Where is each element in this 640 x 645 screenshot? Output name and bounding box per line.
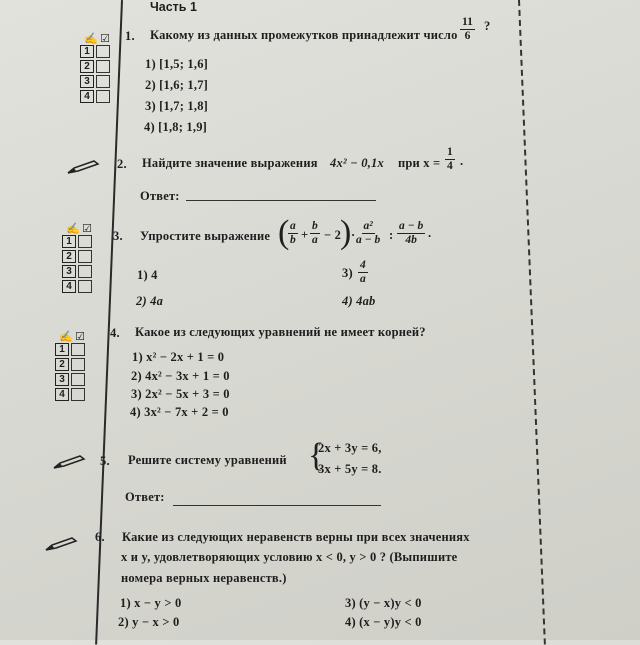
q6-option: 4) (x − y)y < 0: [345, 615, 422, 629]
q6-option: 3) (y − x)y < 0: [345, 596, 422, 610]
q6-number: 6.: [95, 530, 105, 544]
q1-text: Какому из данных промежутков принадлежит число: [150, 28, 458, 42]
answer-box[interactable]: [78, 250, 92, 263]
answer-box[interactable]: [71, 388, 85, 401]
answer-box[interactable]: [71, 343, 85, 356]
q5-equation-2: 3x + 5y = 8.: [318, 462, 382, 476]
paren-close: ): [340, 214, 352, 251]
q3-option-label: 3): [342, 266, 353, 280]
q4-option: 2) 4x² − 3x + 1 = 0: [131, 369, 230, 383]
q1-number: 1.: [125, 29, 135, 43]
pencil-icon: [66, 160, 100, 174]
denominator: b: [290, 234, 296, 246]
box-label: 3: [80, 75, 94, 88]
answer-box[interactable]: [71, 373, 85, 386]
checkmark-icon: ☑: [82, 223, 92, 235]
q4-option: 3) 2x² − 5x + 3 = 0: [131, 387, 230, 401]
box-label: 3: [62, 265, 76, 278]
answer-checkboxes-q4: [55, 330, 85, 403]
denominator: 6: [464, 30, 471, 42]
box-label: 1: [55, 343, 69, 356]
numerator: 4: [360, 259, 366, 271]
colon-sign: :: [389, 228, 394, 242]
denominator: 4b: [405, 234, 417, 246]
numerator: a − b: [399, 220, 424, 232]
q3-fraction-amb: [397, 220, 425, 247]
cut-line: [518, 0, 546, 644]
answer-box[interactable]: [96, 90, 110, 103]
answer-box[interactable]: [96, 45, 110, 58]
answer-label: Ответ:: [140, 189, 180, 203]
q6-option: 1) x − y > 0: [120, 596, 182, 610]
q3-fraction-b-a: [310, 220, 320, 247]
q2-expression: 4x² − 0,1x: [330, 156, 384, 170]
q3-option: 1) 4: [137, 268, 158, 282]
q2-when: при x =: [398, 156, 441, 170]
q3-fraction-a-b: [288, 220, 298, 247]
box-label: 1: [62, 235, 76, 248]
q6-option: 2) y − x > 0: [118, 615, 180, 629]
q3-option-fraction: [358, 259, 368, 286]
pencil-icon: [44, 537, 78, 551]
box-label: 2: [80, 60, 94, 73]
numerator: 1: [447, 146, 453, 158]
denominator: a: [360, 273, 366, 285]
dot-sign: ·: [351, 228, 356, 242]
q3-text: Упростите выражение: [140, 229, 271, 243]
q2-text: Найдите значение выражения: [142, 156, 318, 170]
numerator: a²: [363, 220, 373, 232]
q5-equation-1: 2x + 3y = 6,: [318, 441, 382, 455]
q3-option: 2) 4a: [136, 294, 164, 308]
answer-line[interactable]: [173, 505, 381, 506]
q4-option: 1) x² − 2x + 1 = 0: [132, 350, 225, 364]
pen-icon: ✍: [66, 223, 81, 235]
checkmark-icon: ☑: [75, 331, 85, 343]
q1-option: 3) [1,7; 1,8]: [145, 99, 209, 113]
q5-text: Решите систему уравнений: [128, 453, 287, 467]
numerator: a: [290, 220, 296, 232]
box-label: 1: [80, 45, 94, 58]
q1-option: 4) [1,8; 1,9]: [144, 120, 208, 134]
answer-box[interactable]: [78, 280, 92, 293]
q3-fraction-a2: [356, 220, 380, 247]
answer-box[interactable]: [96, 60, 110, 73]
pencil-icon: [52, 455, 86, 469]
answer-box[interactable]: [71, 358, 85, 371]
q4-number: 4.: [110, 326, 120, 340]
plus-sign: +: [301, 228, 309, 242]
denominator: 4: [447, 160, 453, 172]
q3-end: .: [428, 226, 432, 240]
q1-fraction: [460, 16, 475, 43]
denominator: a − b: [356, 234, 381, 246]
box-label: 4: [62, 280, 76, 293]
answer-box[interactable]: [78, 235, 92, 248]
q5-number: 5.: [100, 454, 110, 468]
q2-number: 2.: [117, 157, 127, 171]
q4-option: 4) 3x² − 7x + 2 = 0: [130, 405, 229, 419]
answer-line[interactable]: [186, 200, 376, 201]
q6-text-line: номера верных неравенств.): [121, 571, 287, 585]
box-label: 4: [55, 388, 69, 401]
denominator: a: [312, 234, 318, 246]
answer-box[interactable]: [96, 75, 110, 88]
answer-checkboxes-q1: [80, 32, 110, 105]
q6-text-line: x и y, удовлетворяющих условию x < 0, y > 0 ? (Выпишите: [121, 550, 458, 564]
box-label: 4: [80, 90, 94, 103]
answer-label: Ответ:: [125, 490, 165, 504]
q1-option: 2) [1,6; 1,7]: [145, 78, 209, 92]
answer-box[interactable]: [78, 265, 92, 278]
box-label: 2: [62, 250, 76, 263]
numerator: 11: [462, 16, 473, 28]
pen-icon: ✍: [84, 33, 99, 45]
minus-two: − 2: [324, 228, 342, 242]
q3-number: 3.: [113, 229, 123, 243]
q2-end: .: [460, 154, 464, 168]
q1-option: 1) [1,5; 1,6]: [145, 57, 209, 71]
paren-open: (: [278, 214, 290, 251]
system-brace: {: [308, 437, 325, 474]
numerator: b: [312, 220, 318, 232]
q3-option: 4) 4ab: [342, 294, 376, 308]
answer-checkboxes-q3: [62, 222, 92, 295]
q4-text: Какое из следующих уравнений не имеет корней?: [135, 325, 426, 339]
box-label: 3: [55, 373, 69, 386]
q1-end: ?: [484, 19, 491, 33]
part-title: Часть 1: [150, 0, 197, 14]
checkmark-icon: ☑: [100, 33, 110, 45]
q2-fraction: [445, 146, 455, 173]
pen-icon: ✍: [59, 331, 74, 343]
box-label: 2: [55, 358, 69, 371]
q6-text-line: Какие из следующих неравенств верны при всех значениях: [122, 530, 470, 544]
